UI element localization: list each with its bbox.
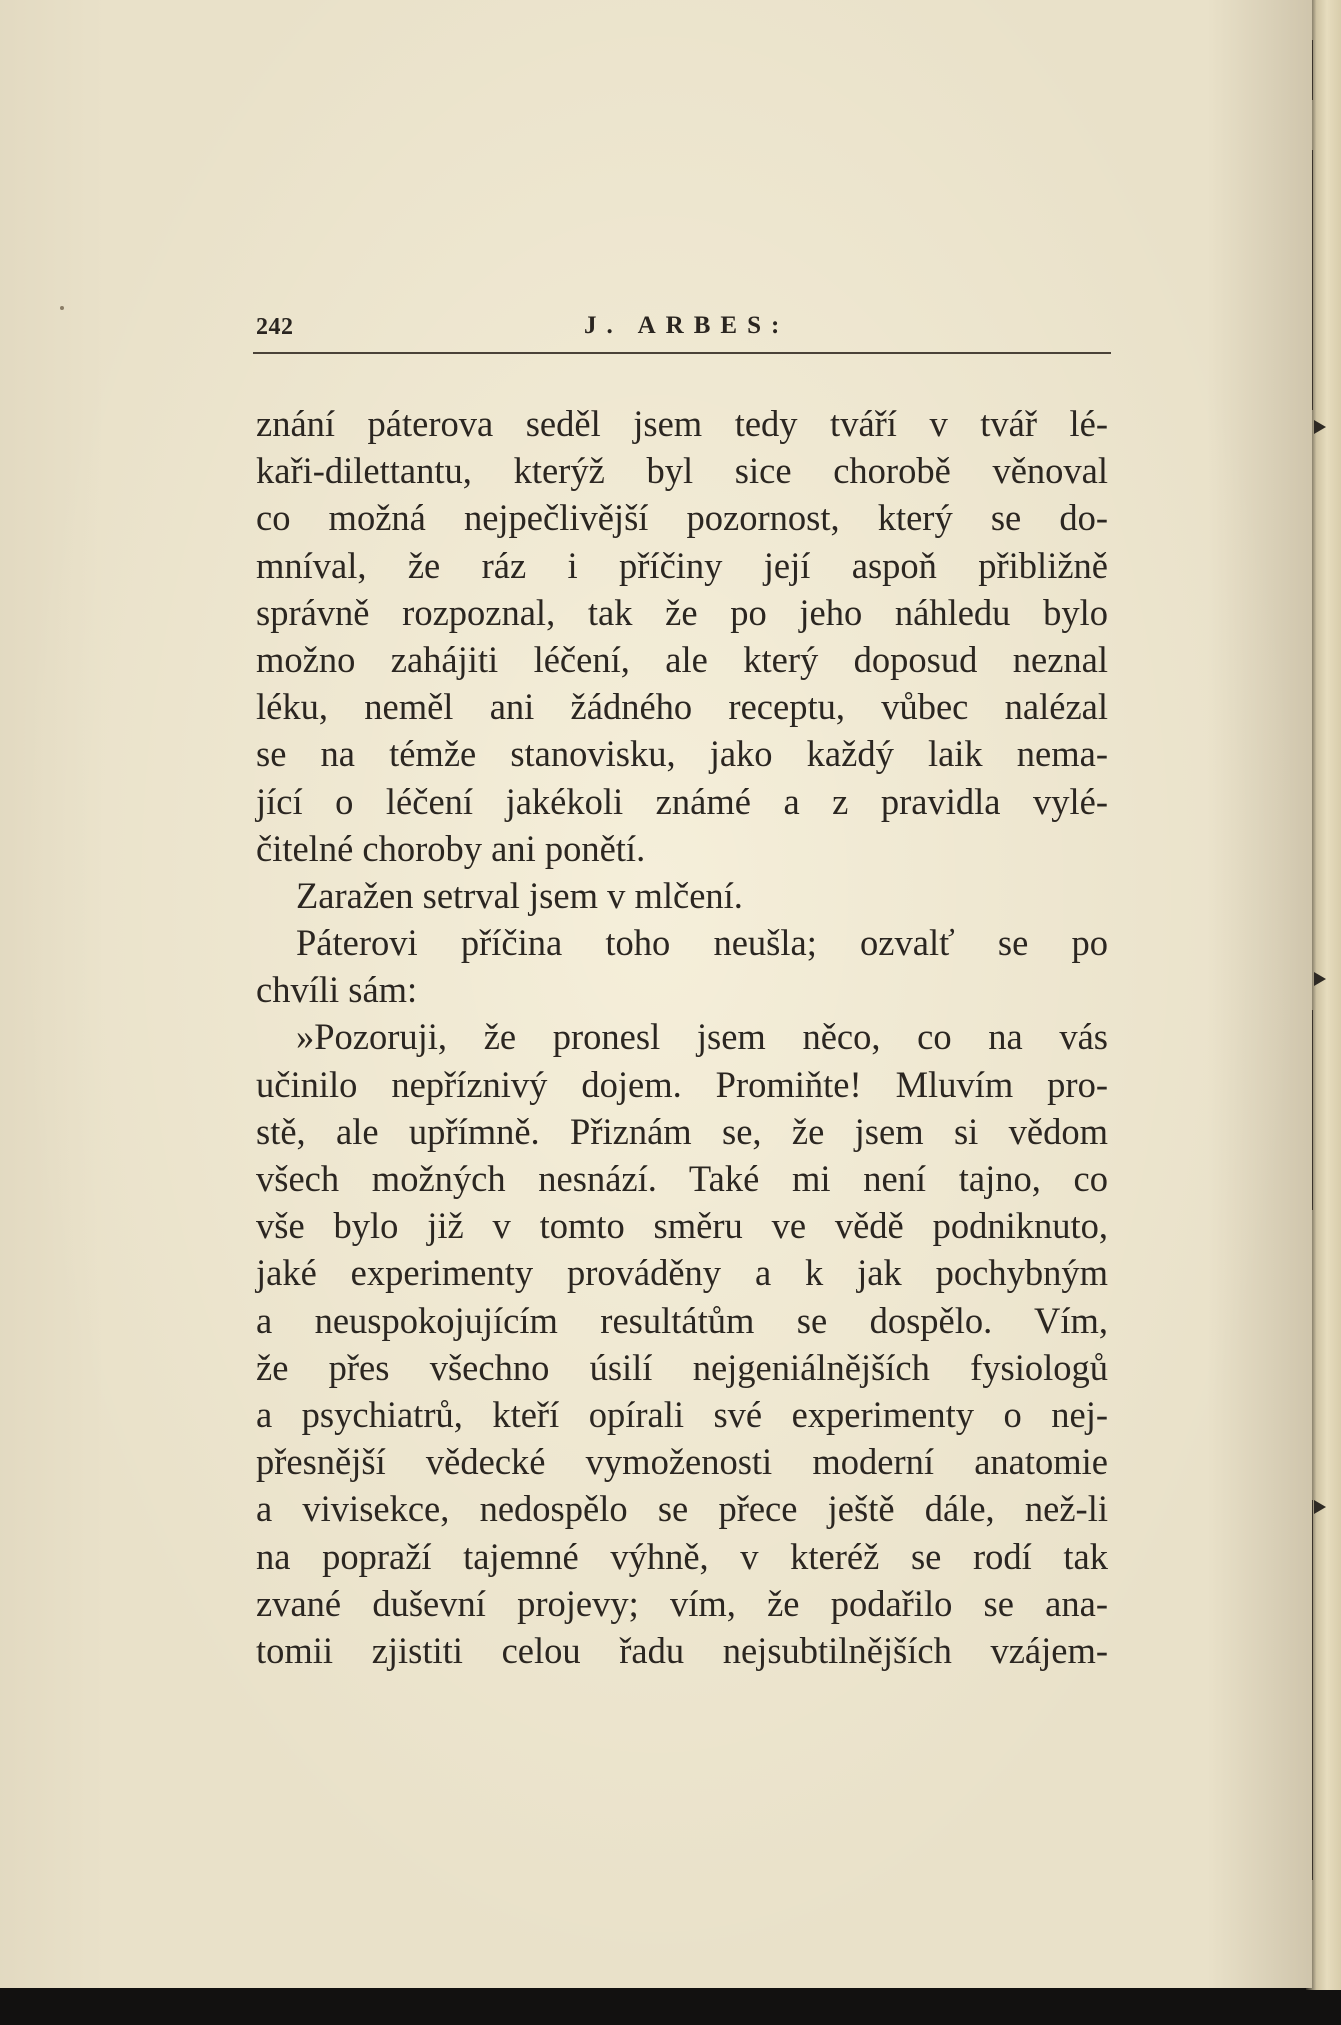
running-head-rule — [253, 352, 1111, 354]
text-line: co možná nejpečlivější pozornost, který se do- — [256, 497, 1108, 539]
text-line: čitelné choroby ani ponětí. — [256, 827, 646, 869]
text-line: tomii zjistiti celou řadu nejsubtilnějších vzájem- — [256, 1629, 1108, 1671]
text-line: a neuspokojujícím resultátům se dospělo. Vím, — [256, 1299, 1108, 1341]
text-line: zvané duševní projevy; vím, že podařilo se ana- — [256, 1582, 1108, 1624]
text-line: léku, neměl ani žádného receptu, vůbec nalézal — [256, 686, 1108, 728]
text-line: Páterovi příčina toho neušla; ozvalť se po — [296, 922, 1108, 964]
text-line: vše bylo již v tomto směru ve vědě podniknuto, — [256, 1205, 1108, 1247]
text-line: a vivisekce, nedospělo se přece ještě dále, než-li — [256, 1488, 1108, 1530]
adjacent-page-mark — [1314, 420, 1326, 434]
text-line: stě, ale upřímně. Přiznám se, že jsem si vědom — [256, 1110, 1108, 1152]
page-number: 242 — [256, 314, 294, 340]
running-head — [256, 312, 1108, 346]
text-line: učinilo nepříznivý dojem. Promiňte! Mluvím pro- — [256, 1063, 1108, 1105]
body-text — [256, 400, 1108, 1674]
running-head-title: J. ARBES: — [584, 312, 790, 339]
text-line: se na témže stanovisku, jako každý laik nema- — [256, 733, 1108, 775]
text-line: možno zahájiti léčení, ale který doposud neznal — [256, 638, 1108, 680]
text-line: a psychiatrů, kteří opírali své experimenty o nej- — [256, 1393, 1108, 1435]
adjacent-page-mark — [1314, 972, 1326, 986]
text-line: znání páterova seděl jsem tedy tváří v tvář lé- — [256, 403, 1108, 444]
text-line: mníval, že ráz i příčiny její aspoň přibližně — [256, 544, 1108, 586]
text-line: všech možných nesnází. Také mi není tajno, co — [256, 1158, 1108, 1199]
text-line: na popraží tajemné výhně, v kteréž se rodí tak — [256, 1535, 1108, 1577]
text-line: jaké experimenty prováděny a k jak pochybným — [256, 1252, 1108, 1294]
text-line: chvíli sám: — [256, 969, 418, 1011]
paper-speck — [60, 306, 64, 310]
text-line: že přes všechno úsilí nejgeniálnějších fysiologů — [256, 1346, 1108, 1388]
text-line: jící o léčení jakékoli známé a z pravidla vylé- — [256, 780, 1108, 822]
text-line: správně rozpoznal, tak že po jeho náhledu bylo — [256, 591, 1108, 633]
text-line: »Pozoruji, že pronesl jsem něco, co na vás — [296, 1016, 1108, 1058]
text-line: Zaražen setrval jsem v mlčení. — [296, 874, 743, 916]
text-line: kaři-dilettantu, kterýž byl sice chorobě věnoval — [256, 450, 1108, 492]
text-line: přesnější vědecké vymoženosti moderní anatomie — [256, 1441, 1108, 1483]
adjacent-page-mark — [1314, 1500, 1326, 1514]
